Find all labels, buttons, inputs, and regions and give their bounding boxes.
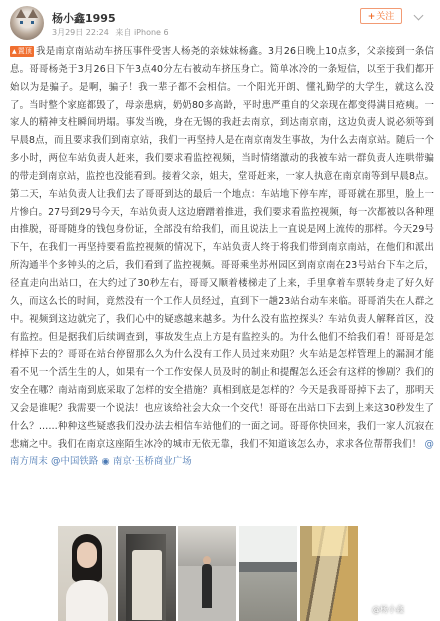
follow-label: 关注 <box>376 12 395 22</box>
photo-detail <box>66 580 108 621</box>
pin-icon: ▲ <box>12 48 17 55</box>
post-text: 我是南京南站动车挤压事件受害人杨尧的亲妹妹杨鑫。3月26日晚上10点多，父亲接到一条信息。哥哥杨尧于3月26日下午3点40分左右被动车挤压身亡。简单冰冷的一条短信，以至于我们都开始以为是骗子。是啊，骗子！我一辈子都不会相信。一个阳光开朗、懂礼勤学的大学生，就这么没了。当时整个家庭都毁了，母亲患病，奶奶80多高龄，平时患严重自的父亲现在都变得满目疮痍。一家人的精神支柱瞬间坍塌。事发当晚，身在无锡的我赶去南京，到达南京南，这边负责人说必须等到早晨8点，而且要求我们到南京站，我们一再坚持人是在南京南发生事故，为什么去南京站。随后一个多小时，两位车站负责人赶来，我们要求看监控视频，当时情绪激动的我被车站一群负责人连哄带骗的带走到南京站，监控也没能看到。接着父亲，姐夫，堂哥赶来，一家人执意在南京南等到早晨8点。第二天，车站负责人让我们去了哥哥到达的最后一个地点：车站地下停车库，哥哥就在那里，脸上一片惨白。27号到29号今天，车站负责人这边磨蹭着推进，我们要求看监控视频，每一次都被以各种理由推脱，哥哥随身的钱包身份证，全部没有给我们，而且说法上一直说是网上流传的那样。今天29号下午，在我们一再坚持要看监控视频的情况下，车站负责人终于将我们带到南京南站，在他们和派出所沟通半个多钟头的之后，我们看到了监控视频。哥哥乘坐苏州园区到南京南在23号站台下车之后，径直走向出站口，在大约过了30秒左右，哥哥又顺着楼梯走了上来，手里拿着车票转身走了好久好久，而这么长的时间，竟然没有一个工作人员经过，直到下一趟23站台动车来临。哥哥消失在人群之中。视频到这边就完了，我们心中的疑惑越来越多。为什么没有监控探头？车站负责人解释首区，没有监控。但是据我们后续调查到，事故发生点上方是有监控头的。为什么他们不给我们看！哥哥是怎样掉下去的？哥哥在站台停留那么久为什么没有工作人员过来劝阻？火车站是怎样管理上的漏洞才能看不见一个活生生的人，如果有一个工作安保人员及时的制止和提醒怎么还会有这样的惨剧？我们的安全在哪？南站南到底采取了怎样的安全措施？真相到底是怎样的？今天是我哥哥掉下去了，那明天又会是谁呢？我需要一个说法！也应该给社会大众一个交代！哥哥在出站口下去到上来这30秒发生了什么？……种种这些疑惑我们没办法去相信车站他们的一面之词。哥哥你快回来，我们一家人沉寂在悲痛之中。我们在南京这座陌生冰冷的城市无依无靠，我们不知道该怎么办，求求各位帮帮我们！ <box>10 46 434 450</box>
doorway-photo[interactable] <box>118 526 176 621</box>
pinned-badge <box>10 46 34 57</box>
chevron-down-icon[interactable] <box>414 11 424 21</box>
username[interactable]: 杨小鑫1995 <box>52 12 116 25</box>
follow-button[interactable] <box>360 8 402 24</box>
photo-detail <box>132 550 162 620</box>
photo-detail <box>239 572 297 621</box>
watermark: @杨小鑫 <box>372 605 404 614</box>
portrait-photo[interactable] <box>58 526 116 621</box>
location-link[interactable] <box>101 456 191 467</box>
man-photo[interactable] <box>178 526 236 621</box>
post-body <box>10 43 434 471</box>
photo-detail <box>312 526 348 556</box>
photo-detail <box>77 542 97 568</box>
location-pin-icon: ◉ <box>101 456 113 468</box>
post-meta <box>52 27 173 38</box>
photo-detail <box>239 562 297 572</box>
post-source: 来自 iPhone 6 <box>115 28 169 37</box>
cat-eyes <box>20 21 34 24</box>
photo-detail <box>239 526 297 562</box>
post-date: 3月29日 22:24 <box>52 28 109 37</box>
station-exterior-photo[interactable] <box>239 526 297 621</box>
avatar[interactable] <box>10 6 44 40</box>
pinned-label: 置顶 <box>17 47 32 55</box>
mention-link-2[interactable]: @中国铁路 <box>51 456 99 468</box>
location-label: 南京·玉桥商业广场 <box>112 456 192 468</box>
photo-detail <box>202 564 212 608</box>
post-header <box>0 0 440 44</box>
cat-ear-right <box>28 9 38 18</box>
cat-ear-left <box>16 9 26 18</box>
mention-link-1[interactable]: @南方周末 <box>10 438 434 468</box>
railway-tracks-photo[interactable] <box>300 526 358 621</box>
plus-icon: + <box>367 12 376 22</box>
